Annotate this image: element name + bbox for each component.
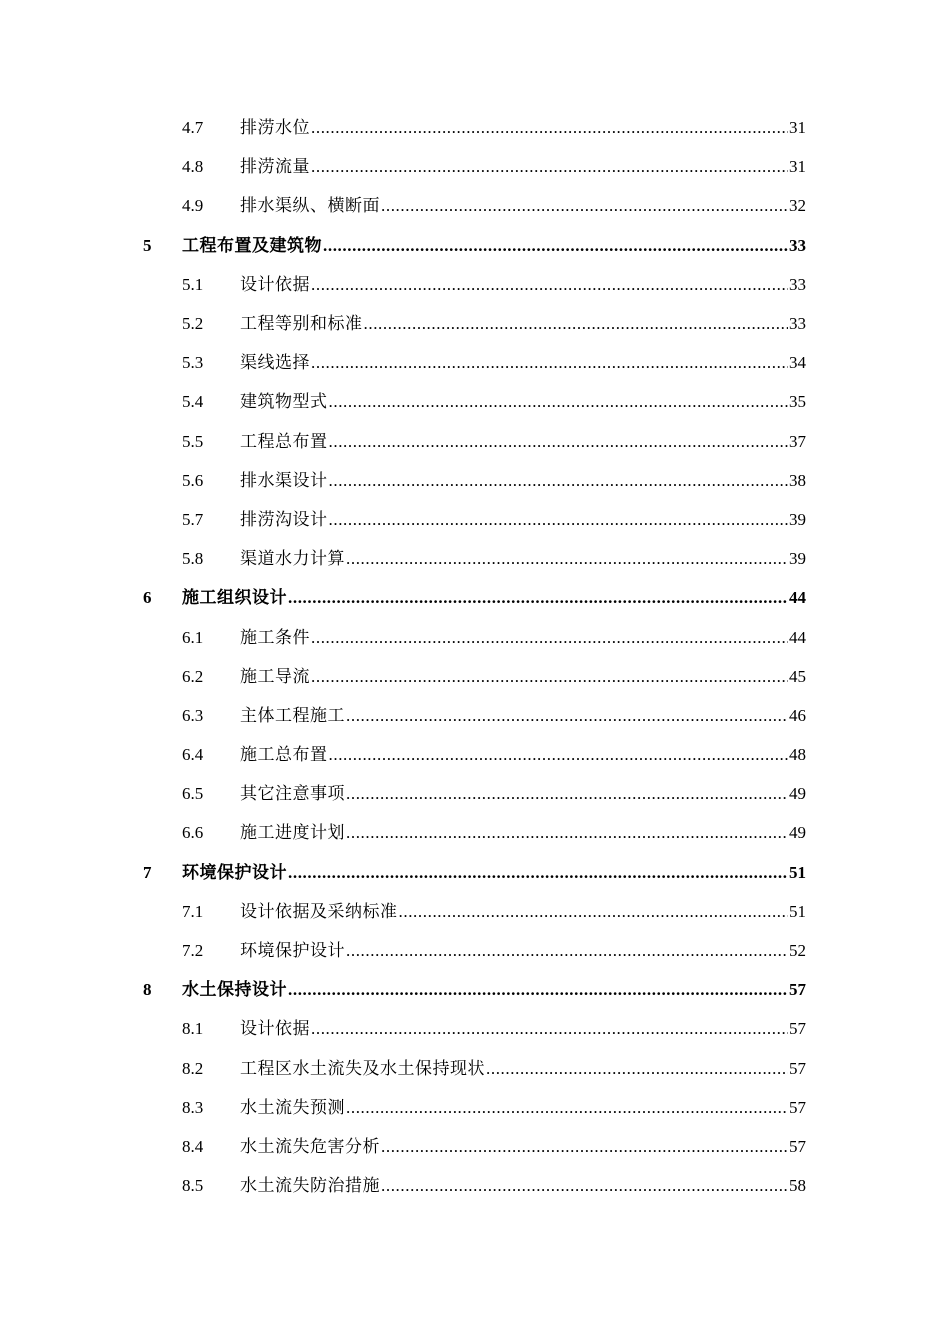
toc-section-entry[interactable] [0, 461, 950, 500]
toc-entry-line [240, 707, 806, 724]
toc-entry-line [240, 315, 806, 332]
toc-section-entry[interactable] [0, 108, 950, 147]
toc-entry-number: 4.9 [182, 196, 204, 216]
toc-entry-line [240, 785, 806, 802]
toc-entry-page: 49 [789, 784, 806, 804]
toc-section-entry[interactable] [0, 1127, 950, 1166]
toc-entry-line [240, 1177, 806, 1194]
toc-entry-line [240, 746, 806, 763]
toc-entry-page: 57 [789, 980, 806, 1000]
toc-leader-dots [288, 981, 788, 998]
toc-entry-page: 49 [789, 823, 806, 843]
toc-entry-title: 其它注意事项 [240, 784, 345, 804]
toc-entry-number: 5.5 [182, 431, 204, 451]
toc-entry-page: 52 [789, 941, 806, 961]
toc-entry-page: 37 [789, 431, 806, 451]
toc-entry-title: 环境保护设计 [182, 862, 287, 882]
toc-entry-line [240, 629, 806, 646]
toc-section-entry[interactable] [0, 931, 950, 970]
toc-leader-dots [364, 315, 789, 332]
toc-entry-title: 水土流失防治措施 [240, 1176, 380, 1196]
toc-entry-number: 5.4 [182, 392, 204, 412]
toc-leader-dots [346, 550, 788, 567]
toc-entry-line [240, 824, 806, 841]
toc-entry-page: 44 [789, 588, 806, 608]
toc-entry-number: 8.5 [182, 1176, 204, 1196]
toc-leader-dots [381, 197, 788, 214]
toc-entry-title: 施工导流 [240, 666, 310, 686]
toc-entry-page: 35 [789, 392, 806, 412]
toc-entry-title: 排涝沟设计 [240, 509, 328, 529]
toc-section-entry[interactable] [0, 186, 950, 225]
toc-entry-page: 57 [789, 1136, 806, 1156]
toc-entry-line [240, 158, 806, 175]
toc-section-entry[interactable] [0, 147, 950, 186]
toc-entry-number: 7.1 [182, 901, 204, 921]
toc-leader-dots [486, 1060, 788, 1077]
toc-entry-number: 6.4 [182, 745, 204, 765]
toc-section-entry[interactable] [0, 1049, 950, 1088]
toc-entry-title: 渠道水力计算 [240, 549, 345, 569]
toc-entry-title: 水土保持设计 [182, 980, 287, 1000]
toc-entry-number: 5.1 [182, 274, 204, 294]
toc-entry-page: 51 [789, 862, 806, 882]
toc-entry-title: 排涝流量 [240, 157, 310, 177]
toc-entry-number: 5.6 [182, 470, 204, 490]
toc-leader-dots [346, 942, 788, 959]
toc-entry-number: 5.3 [182, 353, 204, 373]
toc-entry-line [240, 1060, 806, 1077]
toc-entry-line [182, 589, 806, 606]
toc-section-entry[interactable] [0, 343, 950, 382]
toc-leader-dots [399, 903, 789, 920]
toc-leader-dots [346, 785, 788, 802]
toc-entry-page: 57 [789, 1019, 806, 1039]
toc-section-entry[interactable] [0, 265, 950, 304]
toc-entry-line [240, 942, 806, 959]
toc-leader-dots [381, 1138, 788, 1155]
toc-chapter-entry[interactable] [0, 578, 950, 617]
toc-entry-number: 4.7 [182, 118, 204, 138]
toc-entry-page: 46 [789, 705, 806, 725]
toc-entry-line [240, 903, 806, 920]
toc-leader-dots [323, 237, 788, 254]
toc-entry-line [240, 354, 806, 371]
toc-section-entry[interactable] [0, 774, 950, 813]
toc-section-entry[interactable] [0, 422, 950, 461]
toc-entry-title: 排水渠设计 [240, 470, 328, 490]
toc-entry-number: 8.4 [182, 1136, 204, 1156]
toc-section-entry[interactable] [0, 617, 950, 656]
toc-entry-line [182, 864, 806, 881]
toc-entry-page: 58 [789, 1176, 806, 1196]
toc-chapter-entry[interactable] [0, 853, 950, 892]
toc-section-entry[interactable] [0, 1009, 950, 1048]
toc-entry-page: 33 [789, 274, 806, 294]
toc-section-entry[interactable] [0, 657, 950, 696]
toc-entry-number: 8.1 [182, 1019, 204, 1039]
toc-entry-line [240, 511, 806, 528]
toc-section-entry[interactable] [0, 539, 950, 578]
toc-entry-title: 施工条件 [240, 627, 310, 647]
toc-entry-page: 39 [789, 549, 806, 569]
toc-entry-line [240, 197, 806, 214]
toc-leader-dots [329, 746, 789, 763]
toc-entry-page: 32 [789, 196, 806, 216]
toc-entry-title: 渠线选择 [240, 353, 310, 373]
toc-entry-title: 主体工程施工 [240, 705, 345, 725]
toc-leader-dots [346, 1099, 788, 1116]
toc-entry-line [240, 433, 806, 450]
toc-entry-title: 环境保护设计 [240, 941, 345, 961]
toc-entry-line [240, 472, 806, 489]
toc-entry-number: 5.7 [182, 509, 204, 529]
toc-leader-dots [346, 707, 788, 724]
toc-leader-dots [381, 1177, 788, 1194]
toc-entry-title: 水土流失危害分析 [240, 1136, 380, 1156]
table-of-contents [0, 108, 950, 1205]
toc-entry-number: 6.6 [182, 823, 204, 843]
toc-entry-title: 工程总布置 [240, 431, 328, 451]
toc-entry-number: 5 [143, 235, 152, 255]
toc-entry-number: 8 [143, 980, 152, 1000]
toc-entry-page: 33 [789, 314, 806, 334]
toc-entry-number: 6.3 [182, 705, 204, 725]
toc-entry-title: 水土流失预测 [240, 1097, 345, 1117]
toc-leader-dots [311, 629, 788, 646]
toc-entry-title: 工程区水土流失及水土保持现状 [240, 1058, 485, 1078]
toc-leader-dots [288, 589, 788, 606]
toc-leader-dots [288, 864, 788, 881]
toc-entry-number: 5.8 [182, 549, 204, 569]
toc-entry-page: 31 [789, 118, 806, 138]
toc-entry-page: 44 [789, 627, 806, 647]
toc-section-entry[interactable] [0, 382, 950, 421]
toc-entry-page: 38 [789, 470, 806, 490]
toc-entry-line [240, 1020, 806, 1037]
toc-section-entry[interactable] [0, 735, 950, 774]
toc-entry-line [240, 1099, 806, 1116]
toc-entry-number: 7.2 [182, 941, 204, 961]
toc-leader-dots [346, 824, 788, 841]
toc-entry-page: 39 [789, 509, 806, 529]
toc-entry-number: 7 [143, 862, 152, 882]
toc-entry-line [240, 1138, 806, 1155]
toc-entry-title: 排涝水位 [240, 118, 310, 138]
toc-section-entry[interactable] [0, 304, 950, 343]
toc-entry-title: 施工总布置 [240, 745, 328, 765]
toc-entry-title: 工程等别和标准 [240, 314, 363, 334]
toc-leader-dots [311, 354, 788, 371]
toc-entry-title: 设计依据及采纳标准 [240, 901, 398, 921]
toc-entry-line [240, 119, 806, 136]
toc-entry-page: 57 [789, 1097, 806, 1117]
toc-entry-line [240, 550, 806, 567]
toc-entry-number: 4.8 [182, 157, 204, 177]
toc-entry-number: 5.2 [182, 314, 204, 334]
toc-entry-line [182, 981, 806, 998]
toc-entry-title: 设计依据 [240, 274, 310, 294]
toc-leader-dots [311, 158, 788, 175]
toc-entry-page: 45 [789, 666, 806, 686]
toc-leader-dots [311, 668, 788, 685]
toc-entry-number: 8.2 [182, 1058, 204, 1078]
toc-section-entry[interactable] [0, 892, 950, 931]
toc-leader-dots [311, 119, 788, 136]
toc-leader-dots [311, 276, 788, 293]
toc-entry-line [240, 668, 806, 685]
toc-entry-title: 施工进度计划 [240, 823, 345, 843]
toc-entry-line [240, 276, 806, 293]
toc-entry-number: 8.3 [182, 1097, 204, 1117]
toc-leader-dots [329, 433, 789, 450]
toc-entry-page: 33 [789, 235, 806, 255]
toc-chapter-entry[interactable] [0, 226, 950, 265]
toc-chapter-entry[interactable] [0, 970, 950, 1009]
toc-entry-line [240, 393, 806, 410]
toc-leader-dots [329, 511, 789, 528]
toc-entry-title: 排水渠纵、横断面 [240, 196, 380, 216]
toc-entry-page: 51 [789, 901, 806, 921]
toc-entry-title: 施工组织设计 [182, 588, 287, 608]
toc-section-entry[interactable] [0, 1088, 950, 1127]
toc-entry-number: 6.2 [182, 666, 204, 686]
toc-entry-page: 57 [789, 1058, 806, 1078]
toc-leader-dots [329, 393, 789, 410]
toc-entry-title: 工程布置及建筑物 [182, 235, 322, 255]
toc-entry-line [182, 237, 806, 254]
toc-entry-number: 6.1 [182, 627, 204, 647]
toc-entry-number: 6.5 [182, 784, 204, 804]
toc-section-entry[interactable] [0, 813, 950, 852]
toc-leader-dots [311, 1020, 788, 1037]
toc-section-entry[interactable] [0, 1166, 950, 1205]
toc-entry-title: 建筑物型式 [240, 392, 328, 412]
toc-section-entry[interactable] [0, 696, 950, 735]
toc-section-entry[interactable] [0, 500, 950, 539]
toc-entry-page: 34 [789, 353, 806, 373]
toc-entry-page: 31 [789, 157, 806, 177]
toc-entry-title: 设计依据 [240, 1019, 310, 1039]
toc-entry-page: 48 [789, 745, 806, 765]
toc-leader-dots [329, 472, 789, 489]
toc-entry-number: 6 [143, 588, 152, 608]
